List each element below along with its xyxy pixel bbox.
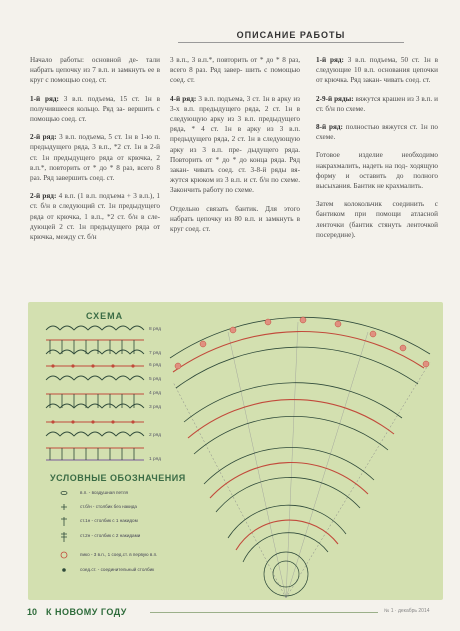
legend-symbols [61, 491, 67, 571]
instruction-paragraph [30, 191, 160, 242]
instruction-paragraph [170, 204, 300, 235]
footer-rule [150, 612, 378, 613]
row-heading: 1-й ряд: [316, 56, 344, 64]
legend-item: ст.1н - столбик с 1 накидом [80, 518, 138, 523]
text-column-1 [30, 55, 160, 250]
radial-fan-chart [170, 317, 430, 598]
paragraph-text: 3 в.п. подъема, 5 ст. 1н в 1-ю п. предыдущего ряда, 3 в.п., *2 ст. 1н в 2-й ст. 1н предыдущего ряда от крючка, 2 в.п.*, повторить от * до * 8 раз, всего 8 раз. Ряд завершить соед. ст. [30, 133, 161, 183]
paragraph-text: Затем колокольчик соединить с бантиком при помощи атласной ленточки (бантик стянуть ленточкой посередине). [316, 200, 438, 239]
legend-title: УСЛОВНЫЕ ОБОЗНАЧЕНИЯ [50, 473, 186, 483]
instruction-paragraph [30, 132, 160, 183]
schema-title: СХЕМА [86, 311, 124, 321]
instruction-paragraph [30, 55, 160, 86]
row-label: 8 ряд [149, 327, 162, 332]
row-heading: 4-й ряд: [170, 94, 197, 103]
instruction-paragraph [170, 94, 300, 196]
row-label: 3 ряд [149, 405, 162, 410]
paragraph-text: Начало работы: основной де- тали набрать цепочку из 7 в.п. и замкнуть ее в круг с помощью соед. ст. [30, 56, 160, 85]
row-label: 6 ряд [149, 363, 162, 368]
legend-item: соед.ст. - соединительный столбик [80, 567, 155, 572]
paragraph-text: 3 в.п. подъема, 50 ст. 1н в следующие 10 в.п. основания цепочки от крючка. Ряд закан- чивать соед. ст. [316, 56, 438, 85]
instruction-paragraph [316, 150, 438, 191]
instruction-paragraph [30, 94, 160, 125]
instruction-paragraph [316, 199, 438, 240]
instruction-paragraph [316, 55, 438, 86]
paragraph-text: 4 в.п. (1 в.п. подъема + 3 в.п.), 1 ст. б/н в следующий ст. 1н предыдущего ряда от крючка, 1 в.п., *2 ст. б/н в сле- дующей 2 ст. 1н предыдущего ряда от крючка, между ст. б/н [30, 192, 161, 242]
legend-item: ст.2н - столбик с 2 накидами [80, 533, 141, 538]
page-number: 10 [27, 607, 38, 617]
row-heading: 2-9-й ряды: [316, 94, 354, 103]
schema-rows [46, 326, 144, 460]
legend-item: в.п. - воздушная петля [80, 490, 129, 495]
page-footer [0, 600, 460, 631]
legend-item: пико - 3 в.п., 1 соед.ст. в первую в.п. [80, 552, 158, 557]
row-label: 1 ряд [149, 457, 162, 462]
row-heading: 2-й ряд: [30, 133, 57, 142]
paragraph-text: 3 в.п. подъема, 15 ст. 1н в получившееся кольцо. Ряд за- вершить с помощью соед. ст. [30, 94, 160, 124]
paragraph-text: 3 в.п., 3 в.п.*, повторить от * до * 8 раз, всего 8 раз. Ряд завер- шить с помощью соед. ст. [170, 56, 300, 85]
paragraph-text: вяжутся крашен из 3 в.п. и ст. б/н по схеме. [316, 94, 438, 113]
instruction-paragraph [170, 55, 300, 86]
issue-info: № 1 · декабрь 2014 [384, 608, 430, 614]
section-header [178, 30, 404, 43]
paragraph-text: Отдельно связать бантик. Для этого набрать цепочку из 80 в.п. и замкнуть в круг соед. ст. [170, 204, 300, 234]
text-column-2 [170, 55, 300, 242]
instruction-paragraph [316, 94, 438, 114]
section-title: ОПИСАНИЕ РАБОТЫ [236, 30, 346, 40]
row-heading: 1-й ряд: [30, 94, 59, 103]
row-label: 7 ряд [149, 351, 162, 356]
row-label: 2 ряд [149, 433, 162, 438]
crochet-diagram-panel [28, 302, 443, 600]
paragraph-text: полностью вяжутся ст. 1н по схеме. [316, 123, 438, 142]
row-heading: 8-й ряд: [316, 123, 343, 132]
row-label: 4 ряд [149, 391, 162, 396]
row-heading: 2-й ряд: [30, 192, 57, 201]
instruction-paragraph [316, 122, 438, 142]
footer-title: К НОВОМУ ГОДУ [46, 607, 127, 617]
legend-item: ст.б/н - столбик без накида [80, 504, 137, 509]
paragraph-text: Готовое изделие необходимо накрахмалить, надеть на под- ходящую форму и оставить до полного высыхания. Бантик не крахмалить. [316, 151, 438, 191]
row-label: 5 ряд [149, 377, 162, 382]
paragraph-text: 3 в.п. подъема, 3 ст. 1н в арку из 3-х в.п. предыдущего ряда, 2 ст. 1н в следующую арку из 3 в.п. предыдущего ряда, * 4 ст. 1н в арку из 3 в.п. предыдущего ряда, 2 ст. 1н в следующую арку из 3 в.п. пре- дыдущего ряда. Повторить от * до * до конца ряда. Ряд закан- чивать соед. ст. 3-8-й ряды вя- жутся крюком из 3 в.п. и ст. б/н по схеме. Закончить работу по схеме. [170, 94, 301, 195]
text-column-3 [316, 55, 438, 248]
